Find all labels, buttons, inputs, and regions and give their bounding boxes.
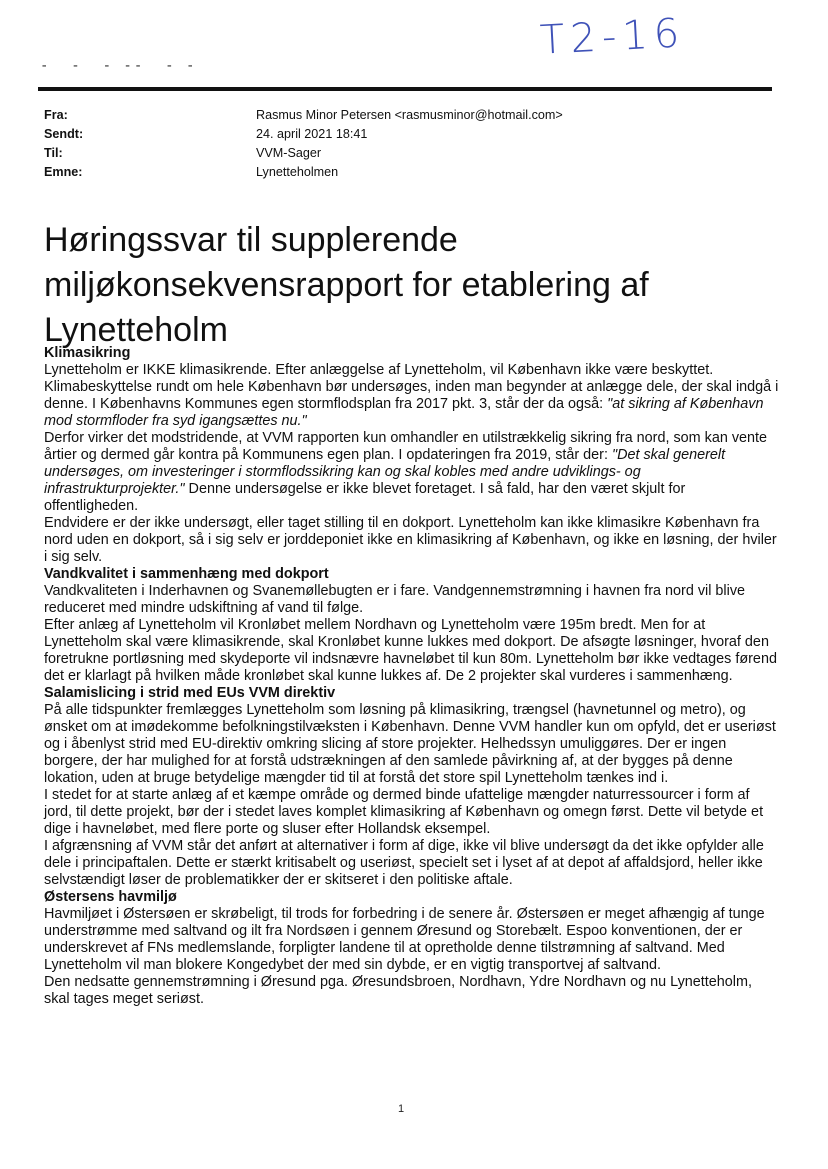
page-number: 1 (398, 1103, 405, 1115)
sent-value: 24. april 2021 18:41 (256, 127, 368, 141)
paragraph-text: Lynetteholm er IKKE klimasikrende. Efter anlæggelse af Lynetteholm, vil København ikke være beskyttet. Klimabeskyttelse rundt om hele København bør undersøges, inden man begynder at anlægge dele, der skal indgå i denne. I Københavns Kommunes egen stormflodsplan fra 2017 pkt. 3, står der da også: (44, 362, 779, 412)
paragraph (44, 430, 779, 515)
subject-value: Lynetteholmen (256, 165, 339, 179)
section (44, 345, 779, 566)
paragraph-text: Efter anlæg af Lynetteholm vil Kronløbet mellem Nordhavn og Lynetteholm være 195m bredt. Men for at Lynetteholm skal være klimasikrende, skal Kronløbet kunne lukkes med dokport. De afsøgte løsninger, hvoraf den foretrukne portløsning med skydeporte vil indsnævre havneløbet til kun 80m. Lynetteholm bør ikke vedtages førend det er klarlagt på hvilken måde kronløbet skal kunne lukkes af. De 2 projekter skal vurderes i sammenhæng. (44, 617, 777, 684)
to-row (44, 144, 764, 163)
paragraph (44, 974, 779, 1008)
section-heading: Vandkvalitet i sammenhæng med dokport (44, 566, 329, 582)
section (44, 566, 779, 685)
subject-label: Emne: (44, 165, 83, 179)
paragraph-text: I stedet for at starte anlæg af et kæmpe område og dermed binde ufattelige mængder naturressourcer i form af jord, til dette projekt, bør der i stedet laves komplet klimasikring af København og omegn først. Dette vil betyde et dige i havneløbet, med flere porte og sluser efter Hollandsk eksempel. (44, 787, 764, 837)
document-body (44, 345, 779, 1008)
paragraph-text: Denne undersøgelse er ikke blevet foretaget. I så fald, har den været skjult for offentligheden. (44, 481, 686, 514)
paragraph-text: I afgrænsning af VVM står det anført at alternativer i form af dige, ikke vil blive undersøgt da det ikke opfylder alle dele i principaftalen. Dette er stærkt kritisabelt og useriøst, specielt set i lyset af at depot af affaldsjord, heller ikke selvstændigt løser de problematikker der er skitseret i den politiske aftale. (44, 838, 764, 888)
paragraph-text: Vandkvaliteten i Inderhavnen og Svanemøllebugten er i fare. Vandgennemstrømning i havnen fra nord vil blive reduceret med mindre udskiftning af vand til følge. (44, 583, 746, 616)
paragraph (44, 838, 779, 889)
paragraph (44, 906, 779, 974)
paragraph-text: Derfor virker det modstridende, at VVM rapporten kun omhandler en utilstrækkelig sikring fra nord, som kan vente årtier og dermed går kontra på Kommunens egen plan. I opdateringen fra 2019, står der: (44, 430, 768, 463)
paragraph-text: Havmiljøet i Østersøen er skrøbeligt, til trods for forbedring i de senere år. Østersøen er meget afhængig af tunge understrømme med saltvand og ilt fra Nordsøen i gennem Øresund og Storebælt. Espoo konventionen, der er underskrevet af FNs medlemslande, forpligter landene til at opretholde denne tilstrømning af saltvand. Med Lynetteholm vil man blokere Kongedybet der med sin dybde, er en vigtig transportvej af saltvand. (44, 906, 765, 973)
paragraph (44, 362, 779, 430)
header-rule (38, 87, 772, 91)
paragraph (44, 515, 779, 566)
from-label: Fra: (44, 108, 68, 122)
document-title: Høringssvar til supplerende miljøkonsekvensrapport for etablering af Lynetteholm (44, 221, 649, 349)
handwritten-stamp: T2-16 (538, 10, 687, 64)
scan-marks: - - - -- - - (40, 58, 197, 74)
from-value: Rasmus Minor Petersen <rasmusminor@hotmail.com> (256, 108, 563, 122)
paragraph (44, 617, 779, 685)
email-header (44, 106, 764, 182)
paragraph-text: Den nedsatte gennemstrømning i Øresund pga. Øresundsbroen, Nordhavn, Ydre Nordhavn og nu Lynetteholm, skal tages meget seriøst. (44, 974, 752, 1007)
section-heading: Klimasikring (44, 345, 131, 361)
subject-row (44, 163, 764, 182)
sent-label: Sendt: (44, 127, 84, 141)
from-row (44, 106, 764, 125)
paragraph-text: Endvidere er der ikke undersøgt, eller taget stilling til en dokport. Lynetteholm kan ikke klimasikre København fra nord uden en dokport, så i sig selv er jorddeponiet ikke en klimasikring af København, og ikke en løsning, der hviler i sig selv. (44, 515, 777, 565)
quote-text: "at sikring af København mod stormfloder fra syd igangsættes nu." (44, 396, 764, 429)
paragraph (44, 787, 779, 838)
section (44, 889, 779, 1008)
paragraph (44, 583, 779, 617)
paragraph (44, 702, 779, 787)
to-value: VVM-Sager (256, 146, 322, 160)
section-heading: Østersens havmiljø (44, 889, 177, 905)
quote-text: "Det skal generelt undersøges, om investeringer i stormflodssikring kan og skal kobles med andre udviklings- og infrastrukturprojekter." (44, 447, 726, 497)
paragraph-text: På alle tidspunkter fremlægges Lynetteholm som løsning på klimasikring, trængsel (havnetunnel og metro), og ønsket om at imødekomme befolkningstilvæksten i København. Denne VVM handler kun om opfyld, det er useriøst og i åbenlyst strid med EU-direktiv omkring slicing af store projekter. Helhedssyn umuliggøres. Der er ingen borgere, der har mulighed for at forstå udstrækningen af den samlede påvirkning af, at der bygges på denne lokation, uden at bruge betydelige mængder tid til at forstå det store spil Lynetteholm tænkes ind i. (44, 702, 776, 786)
sent-row (44, 125, 764, 144)
section-heading: Salamislicing i strid med EUs VVM direktiv (44, 685, 336, 701)
section (44, 685, 779, 889)
to-label: Til: (44, 146, 63, 160)
